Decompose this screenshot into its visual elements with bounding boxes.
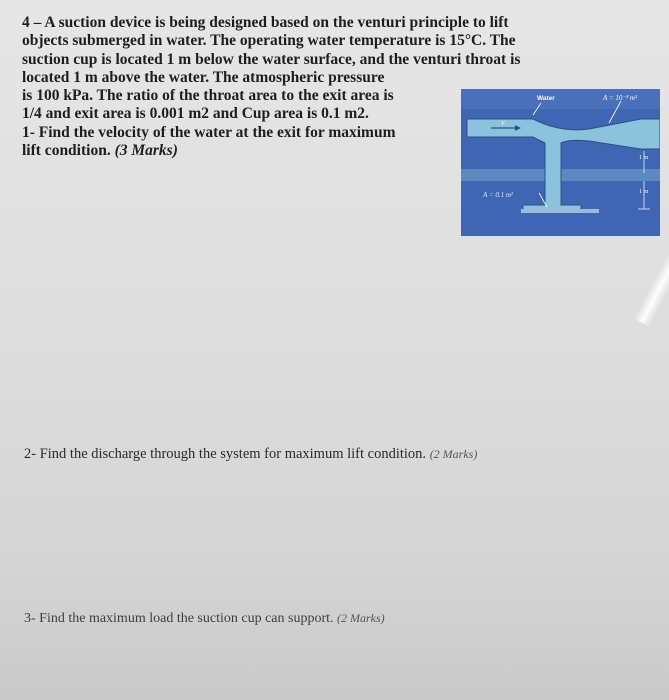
water-label: Water — [537, 95, 555, 102]
question-2-text: 2- Find the discharge through the system for maximum lift condition. — [24, 446, 427, 462]
upper-height-label: 1 m — [639, 155, 649, 161]
question-1-text: 1- Find the velocity of the water at the exit for maximum — [22, 123, 396, 141]
question-2 — [24, 446, 624, 463]
venturi-diagram — [461, 89, 660, 236]
problem-line: 1/4 and exit area is 0.001 m2 and Cup area is 0.1 m2. — [22, 105, 369, 123]
problem-line: located 1 m above the water. The atmospheric pressure — [22, 69, 562, 87]
question-1-text-cont: lift condition. — [22, 142, 111, 160]
question-3-text: 3- Find the maximum load the suction cup can support. — [24, 611, 334, 626]
exit-area-label: A = 10⁻³ m² — [603, 94, 638, 102]
problem-line: is 100 kPa. The ratio of the throat area to the exit area is — [22, 87, 562, 105]
problem-line: suction cup is located 1 m below the water surface, and the venturi throat is — [22, 51, 562, 69]
problem-line: objects submerged in water. The operating water temperature is 15°C. The — [22, 32, 562, 50]
problem-line: 4 – A suction device is being designed based on the venturi principle to lift — [22, 14, 562, 32]
question-3-marks: (2 Marks) — [337, 611, 385, 625]
question-1-marks: (3 Marks) — [114, 142, 178, 160]
question-3 — [24, 611, 624, 627]
flow-label: V — [501, 121, 505, 127]
cup-area-label: A = 0.1 m² — [483, 191, 514, 199]
lower-height-label: 1 m — [639, 189, 649, 195]
question-2-marks: (2 Marks) — [429, 447, 478, 461]
suction-cup — [521, 209, 599, 213]
